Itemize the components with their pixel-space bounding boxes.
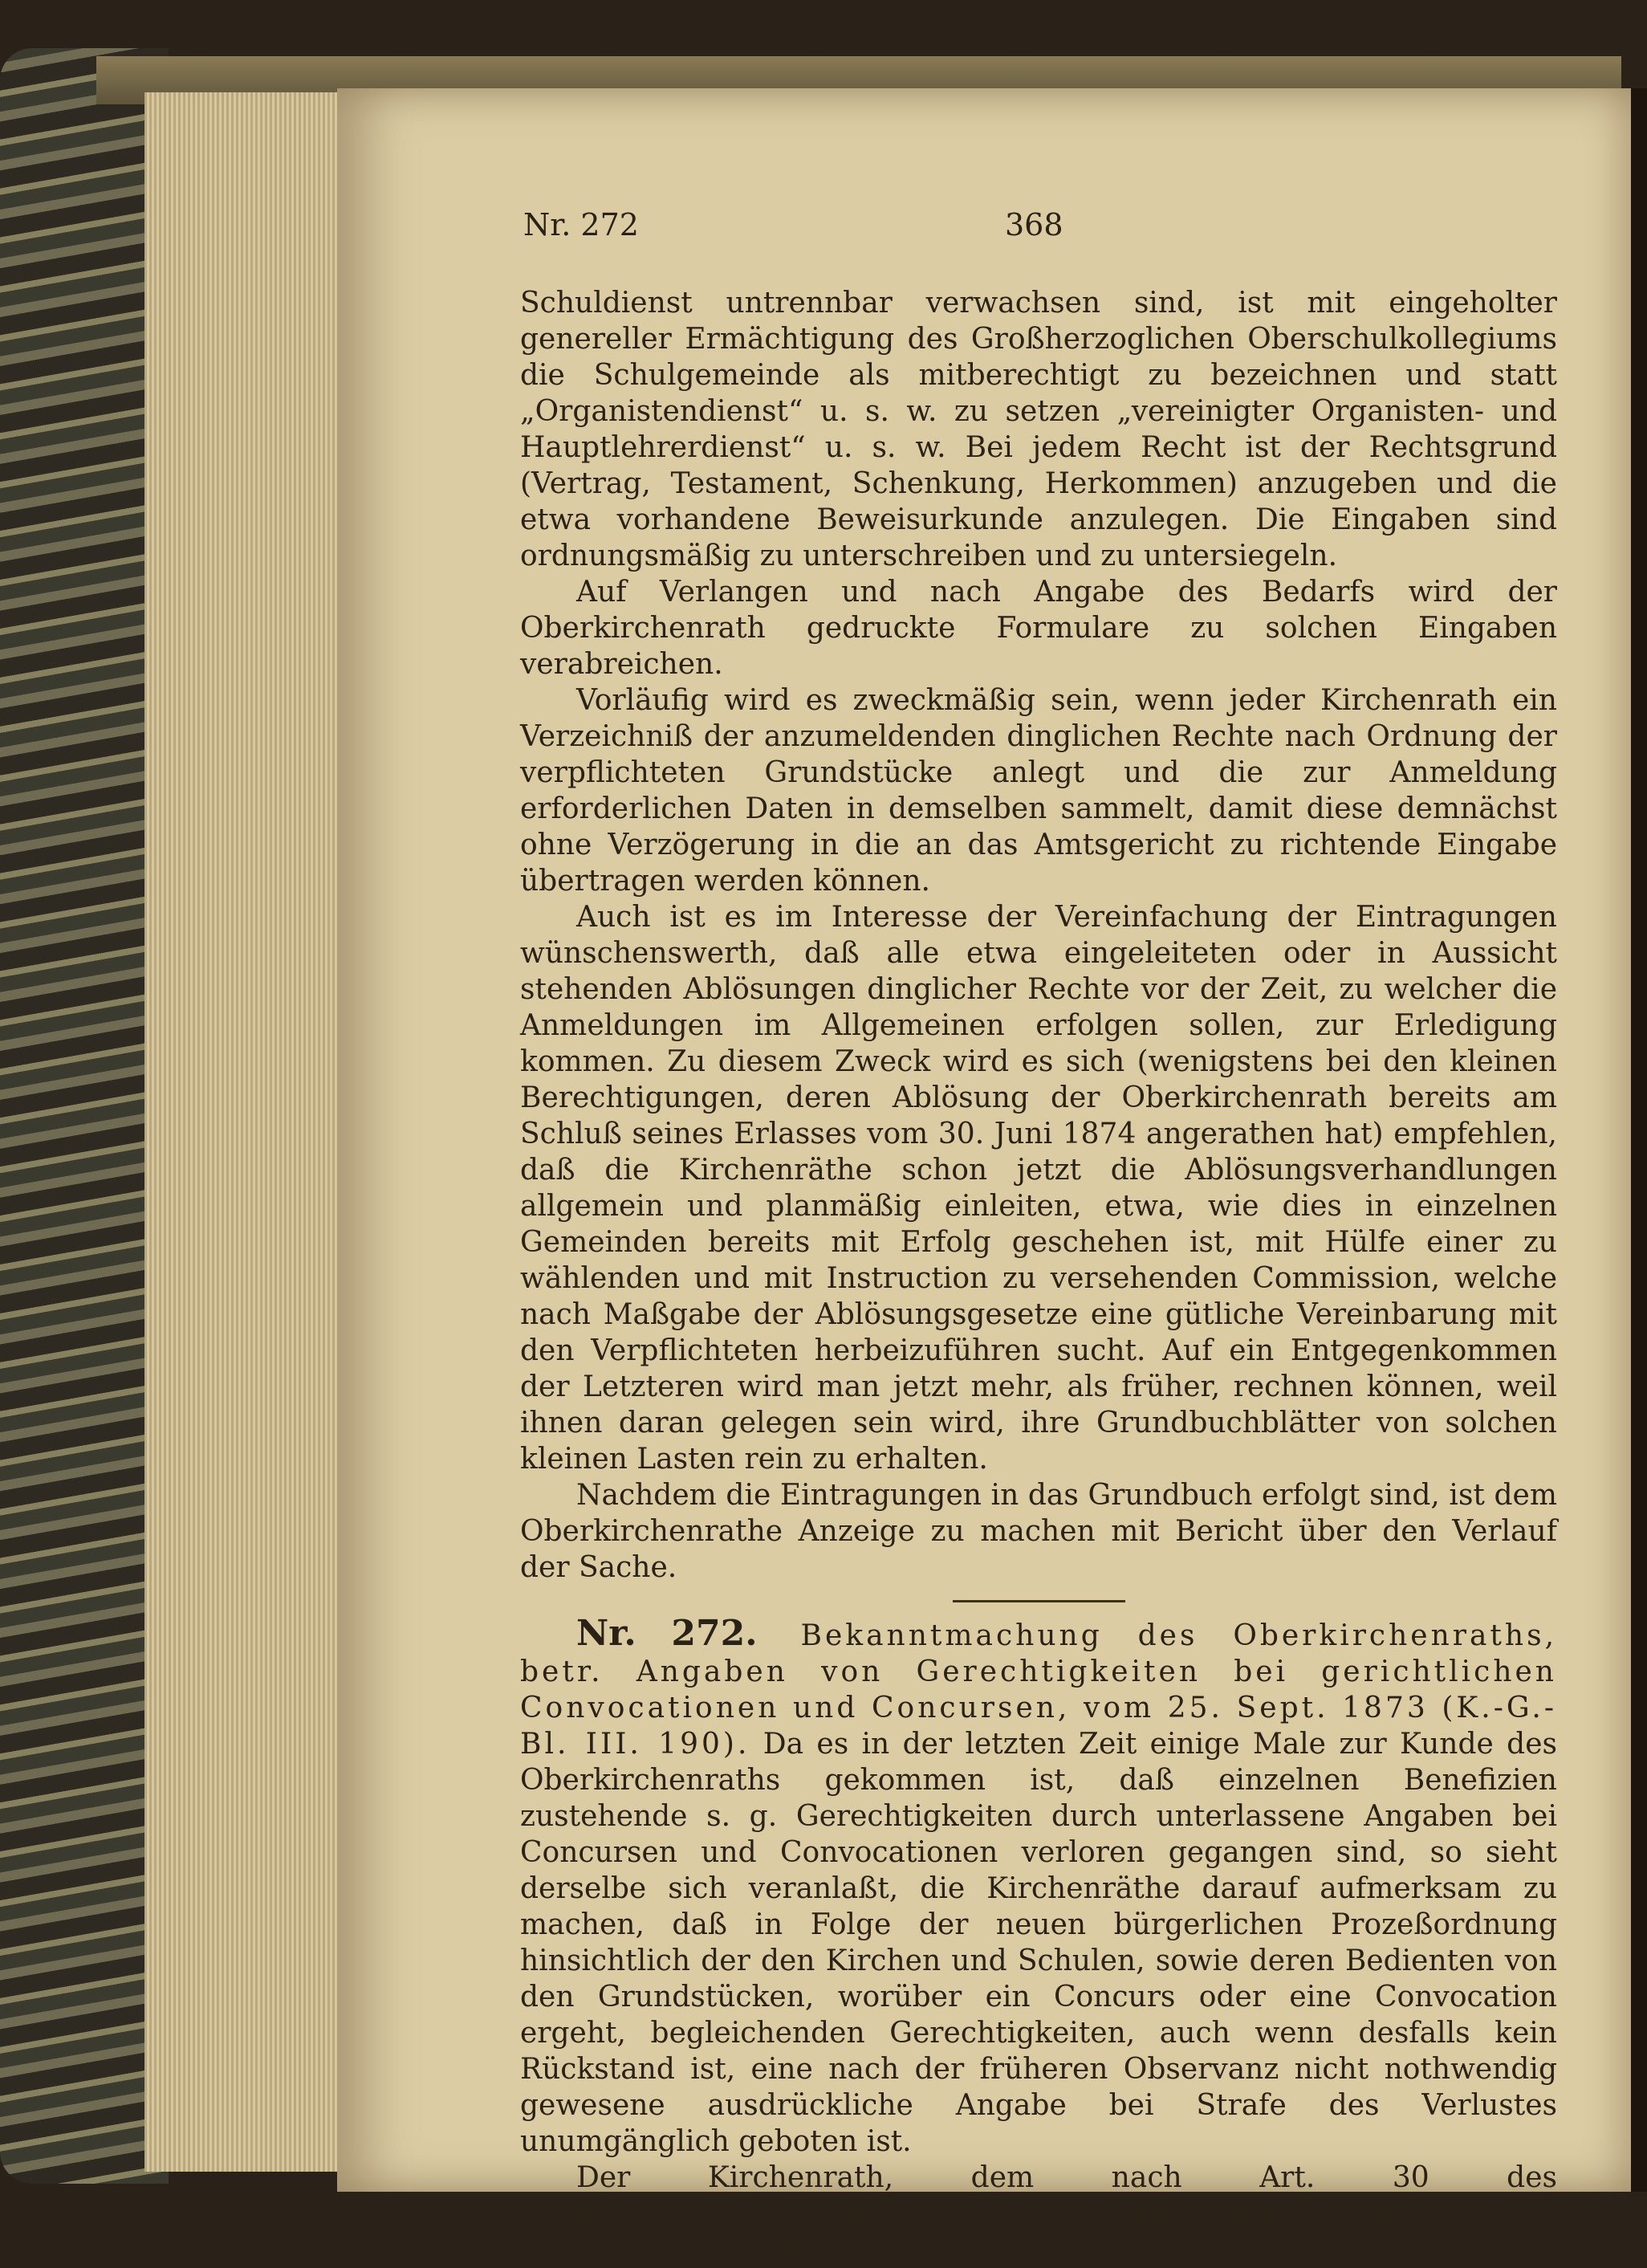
page-header	[523, 207, 1559, 247]
entry-number: Nr. 272.	[576, 1613, 758, 1654]
paragraph: Auf Verlangen und nach Angabe des Bedarfs wird der Oberkirchenrath gedruckte Formulare zu solchen Eingaben verabreichen.	[520, 576, 1557, 681]
header-entry-number: Nr. 272	[523, 207, 639, 242]
entry-text: Da es in der letzten Zeit einige Male zur Kunde des Oberkirchenraths gekommen ist, daß einzelnen Benefizien zustehende s. g. Gerechtigkeiten durch unterlassene Angaben bei Concursen und Convocationen verloren gegangen sind, so sieht derselbe sich veranlaßt, die Kirchenräthe darauf aufmerksam zu machen, daß in Folge der neuen bürgerlichen Prozeßordnung hinsichtlich der den Kirchen und Schulen, sowie deren Bedienten von den Grundstücken, worüber ein Concurs oder eine Convocation ergeht, begleichenden Gerechtigkeiten, auch wenn desfalls kein Rückstand ist, eine nach der früheren Observanz nicht nothwendig gewesene ausdrückliche Angabe bei Strafe des Verlustes unumgänglich geboten ist.	[520, 1728, 1558, 2158]
paragraph: Nachdem die Eintragungen in das Grundbuch erfolgt sind, ist dem Oberkirchenrathe Anzeige zu machen mit Bericht über den Verlauf der Sache.	[520, 1479, 1557, 1584]
entry-paragraph	[520, 1615, 1557, 2160]
entry-title: Bekanntmachung des Oberkirchenraths, betr. Angaben von Gerechtigkeiten bei gerichtlichen Convocationen und Concursen, vom 25. Sept. 1873 (K.-G.-Bl. III. 190).	[520, 1619, 1558, 1761]
page-right-edge	[1631, 88, 1647, 2192]
paragraph: Vorläufig wird es zweckmäßig sein, wenn jeder Kirchenrath ein Verzeichniß der anzumeldenden dinglichen Rechte nach Ordnung der verpflichteten Grundstücke anlegt und die zur Anmeldung erforderlichen Daten in demselben sammelt, damit diese demnächst ohne Verzögerung in die an das Amtsgericht zu richtende Eingabe übertragen werden können.	[520, 684, 1557, 898]
paragraph: Der Kirchenrath, dem nach Art. 30 des Kirchenverfassungsgesetzes Nr. 5 und 6 die Verwaltung und Wahrung des Kirchenvermögens der	[520, 2161, 1557, 2266]
page-number: 368	[1005, 207, 1063, 242]
page-body	[520, 285, 1557, 2268]
page-stack-edge	[144, 92, 345, 2172]
paragraph: Auch ist es im Interesse der Vereinfachung der Eintragungen wünschenswerth, daß alle etwa eingeleiteten oder in Aussicht stehenden Ablösungen dinglicher Rechte vor der Zeit, zu welcher die Anmeldungen im Allgemeinen erfolgen sollen, zur Erledigung kommen. Zu diesem Zweck wird es sich (wenigstens bei den kleinen Berechtigungen, deren Ablösung der Oberkirchenrath bereits am Schluß seines Erlasses vom 30. Juni 1874 angerathen hat) empfehlen, daß die Kirchenräthe schon jetzt die Ablösungsverhandlungen allgemein und planmäßig einleiten, etwa, wie dies in einzelnen Gemeinden bereits mit Erfolg geschehen ist, mit Hülfe einer zu wählenden und mit Instruction zu versehenden Commission, welche nach Maßgabe der Ablösungsgesetze eine gütliche Vereinbarung mit den Verpflichteten herbeizuführen sucht. Auf ein Entgegenkommen der Letzteren wird man jetzt mehr, als früher, rechnen können, weil ihnen daran gelegen sein wird, ihre Grundbuchblätter von solchen kleinen Lasten rein zu erhalten.	[520, 901, 1557, 1476]
paragraph: Schuldienst untrennbar verwachsen sind, ist mit eingeholter genereller Ermächtigung des Großherzoglichen Oberschulkollegiums die Schulgemeinde als mitberechtigt zu bezeichnen und statt „Organistendienst“ u. s. w. zu setzen „vereinigter Organisten- und Hauptlehrerdienst“ u. s. w. Bei jedem Recht ist der Rechtsgrund (Vertrag, Testament, Schenkung, Herkommen) anzugeben und die etwa vorhandene Beweisurkunde anzulegen. Die Eingaben sind ordnungsmäßig zu unterschreiben und zu untersiegeln.	[520, 287, 1557, 572]
section-divider	[953, 1600, 1125, 1602]
book-binding	[0, 48, 169, 2184]
